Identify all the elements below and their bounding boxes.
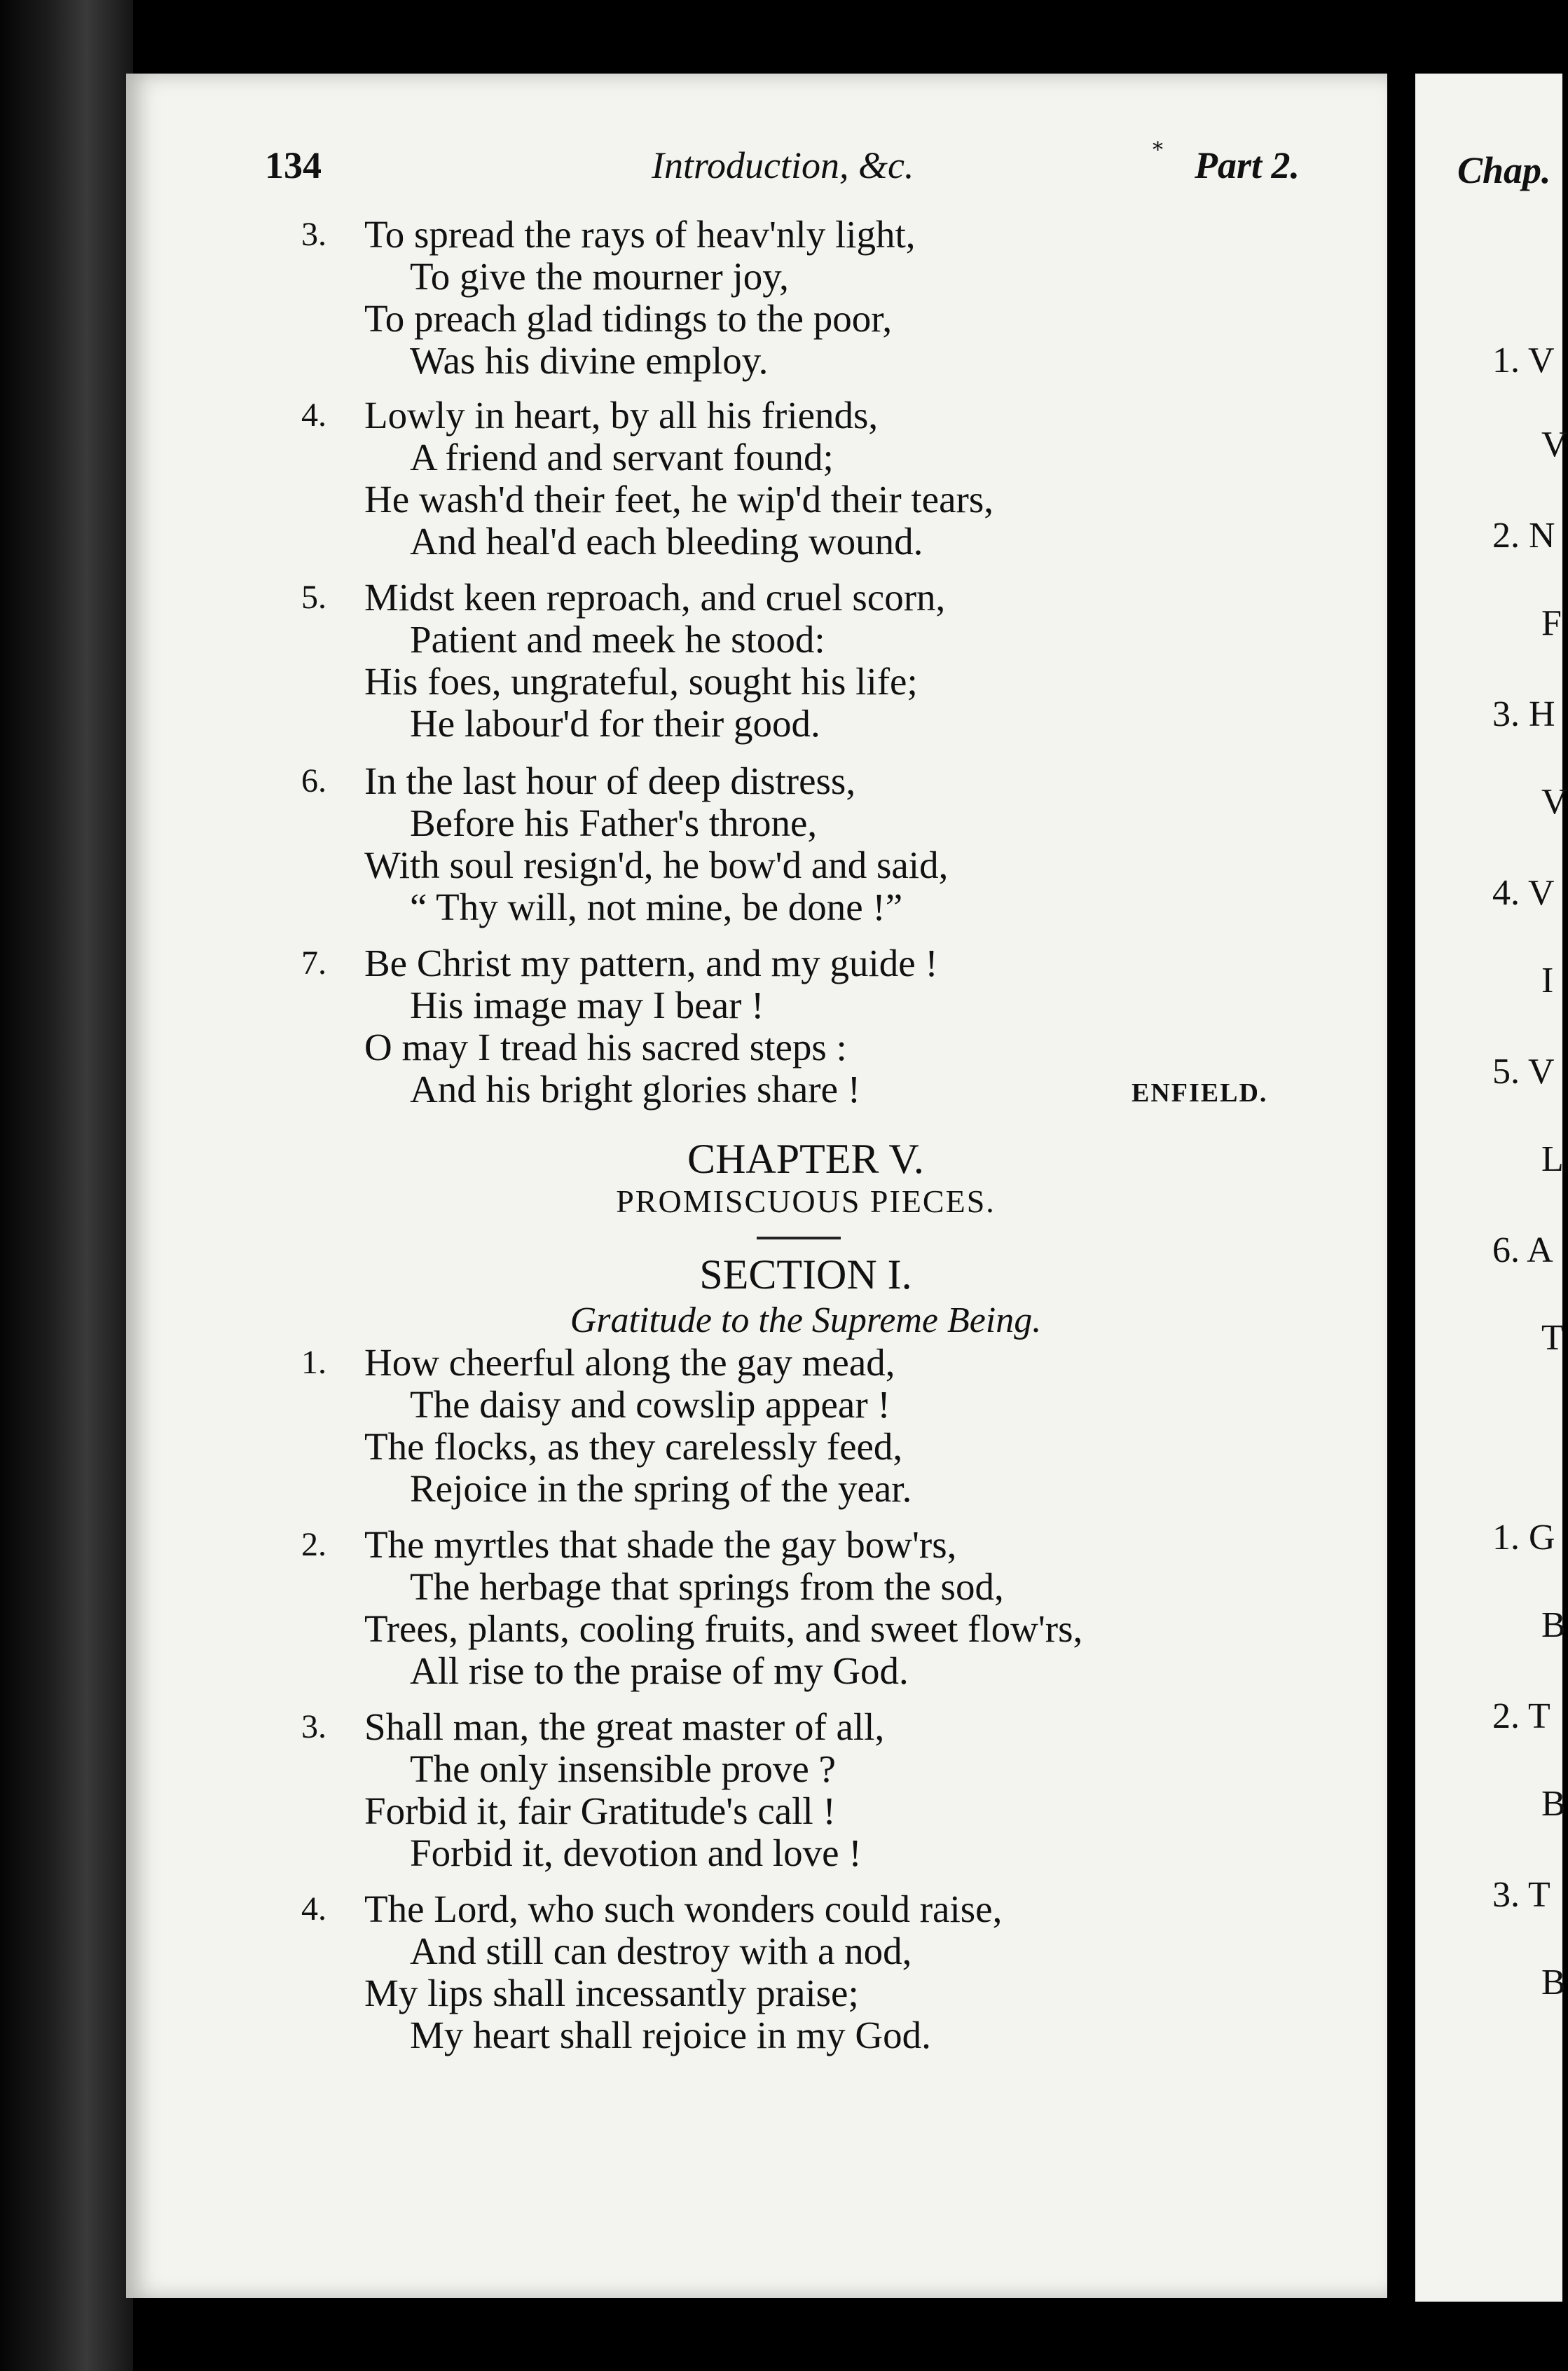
verse-line: In the last hour of deep distress, xyxy=(364,760,856,802)
verse-line: The flocks, as they carelessly feed, xyxy=(364,1425,903,1468)
stanza-number: 4. xyxy=(301,1890,326,1927)
stanza-number: 5. xyxy=(301,579,326,616)
facing-page-fragment: V xyxy=(1541,782,1568,822)
facing-page-fragment: T xyxy=(1541,1318,1564,1358)
verse-line: Before his Father's throne, xyxy=(410,802,818,844)
stanza-number: 1. xyxy=(301,1344,326,1381)
facing-page-fragment: B xyxy=(1541,1605,1566,1645)
section-title: SECTION I. xyxy=(699,1251,912,1298)
verse-line: His foes, ungrateful, sought his life; xyxy=(364,660,918,703)
facing-page-header: Chap. xyxy=(1457,149,1551,191)
verse-line: Was his divine employ. xyxy=(410,339,769,382)
facing-page-fragment: I xyxy=(1541,961,1554,1001)
verse-line: My lips shall incessantly praise; xyxy=(364,1972,859,2014)
facing-page-fragment: B xyxy=(1541,1784,1566,1824)
verse-line: Forbid it, devotion and love ! xyxy=(410,1831,862,1874)
facing-page-fragment: F xyxy=(1541,603,1562,643)
facing-page-fragment: L xyxy=(1541,1139,1564,1179)
verse-line: Forbid it, fair Gratitude's call ! xyxy=(364,1789,836,1832)
verse-line: And still can destroy with a nod, xyxy=(410,1930,912,1972)
verse-line: Shall man, the great master of all, xyxy=(364,1705,885,1748)
verse-line: He wash'd their feet, he wip'd their tears, xyxy=(364,478,993,521)
stanza-number: 4. xyxy=(301,397,326,434)
print-mark-icon: ⁎ xyxy=(1153,132,1163,155)
verse-line: The Lord, who such wonders could raise, xyxy=(364,1888,1003,1930)
stanza-number: 3. xyxy=(301,216,326,253)
facing-page-fragment: 4. V xyxy=(1492,873,1555,913)
verse-line: O may I tread his sacred steps : xyxy=(364,1026,847,1068)
poem-author: ENFIELD. xyxy=(1132,1078,1268,1108)
section-subject: Gratitude to the Supreme Being. xyxy=(570,1300,1042,1340)
stanza-number: 3. xyxy=(301,1708,326,1745)
verse-line: Be Christ my pattern, and my guide ! xyxy=(364,942,938,984)
verse-line: The herbage that springs from the sod, xyxy=(410,1565,1004,1608)
verse-line: Trees, plants, cooling fruits, and sweet flow'rs, xyxy=(364,1607,1083,1650)
verse-line: Lowly in heart, by all his friends, xyxy=(364,394,879,437)
verse-line: Patient and meek he stood: xyxy=(410,618,825,661)
facing-page-fragment: V xyxy=(1541,425,1568,465)
verse-line: To spread the rays of heav'nly light, xyxy=(364,213,916,256)
facing-page-fragment: 2. T xyxy=(1492,1696,1550,1736)
facing-page-fragment: 2. N xyxy=(1492,516,1555,556)
stanza-number: 2. xyxy=(301,1526,326,1563)
verse-line: A friend and servant found; xyxy=(410,436,834,479)
verse-line: All rise to the praise of my God. xyxy=(410,1649,909,1692)
section-divider xyxy=(757,1237,841,1239)
facing-page-fragment: 6. A xyxy=(1492,1230,1553,1270)
facing-page xyxy=(1415,74,1568,2302)
verse-line: With soul resign'd, he bow'd and said, xyxy=(364,844,949,886)
verse-line: And heal'd each bleeding wound. xyxy=(410,520,923,563)
verse-line: “ Thy will, not mine, be done !” xyxy=(410,886,903,928)
chapter-title: CHAPTER V. xyxy=(687,1136,924,1182)
facing-page-fragment: 3. T xyxy=(1492,1875,1550,1915)
verse-line: The daisy and cowslip appear ! xyxy=(410,1383,890,1426)
verse-line: To give the mourner joy, xyxy=(410,255,789,298)
stanza-number: 7. xyxy=(301,944,326,982)
page-number: 134 xyxy=(265,144,322,186)
facing-page-fragment: 5. V xyxy=(1492,1052,1555,1092)
verse-line: My heart shall rejoice in my God. xyxy=(410,2014,931,2056)
verse-line: His image may I bear ! xyxy=(410,984,764,1026)
running-title: Introduction, &c. xyxy=(652,144,914,186)
book-spine xyxy=(0,0,133,2371)
verse-line: And his bright glories share ! xyxy=(410,1068,861,1111)
verse-line: Rejoice in the spring of the year. xyxy=(410,1467,912,1510)
facing-page-fragment: 1. V xyxy=(1492,341,1555,380)
facing-page-fragment: 1. G xyxy=(1492,1518,1555,1558)
facing-page-fragment: B xyxy=(1541,1963,1566,2002)
stanza-number: 6. xyxy=(301,762,326,799)
facing-page-fragment: 3. H xyxy=(1492,694,1555,734)
verse-line: To preach glad tidings to the poor, xyxy=(364,297,893,340)
verse-line: How cheerful along the gay mead, xyxy=(364,1341,895,1384)
verse-line: The only insensible prove ? xyxy=(410,1747,836,1790)
chapter-subtitle: PROMISCUOUS PIECES. xyxy=(616,1183,996,1219)
verse-line: He labour'd for their good. xyxy=(410,702,820,745)
running-part: Part 2. xyxy=(1195,144,1300,186)
verse-line: Midst keen reproach, and cruel scorn, xyxy=(364,576,946,619)
verse-line: The myrtles that shade the gay bow'rs, xyxy=(364,1523,957,1566)
